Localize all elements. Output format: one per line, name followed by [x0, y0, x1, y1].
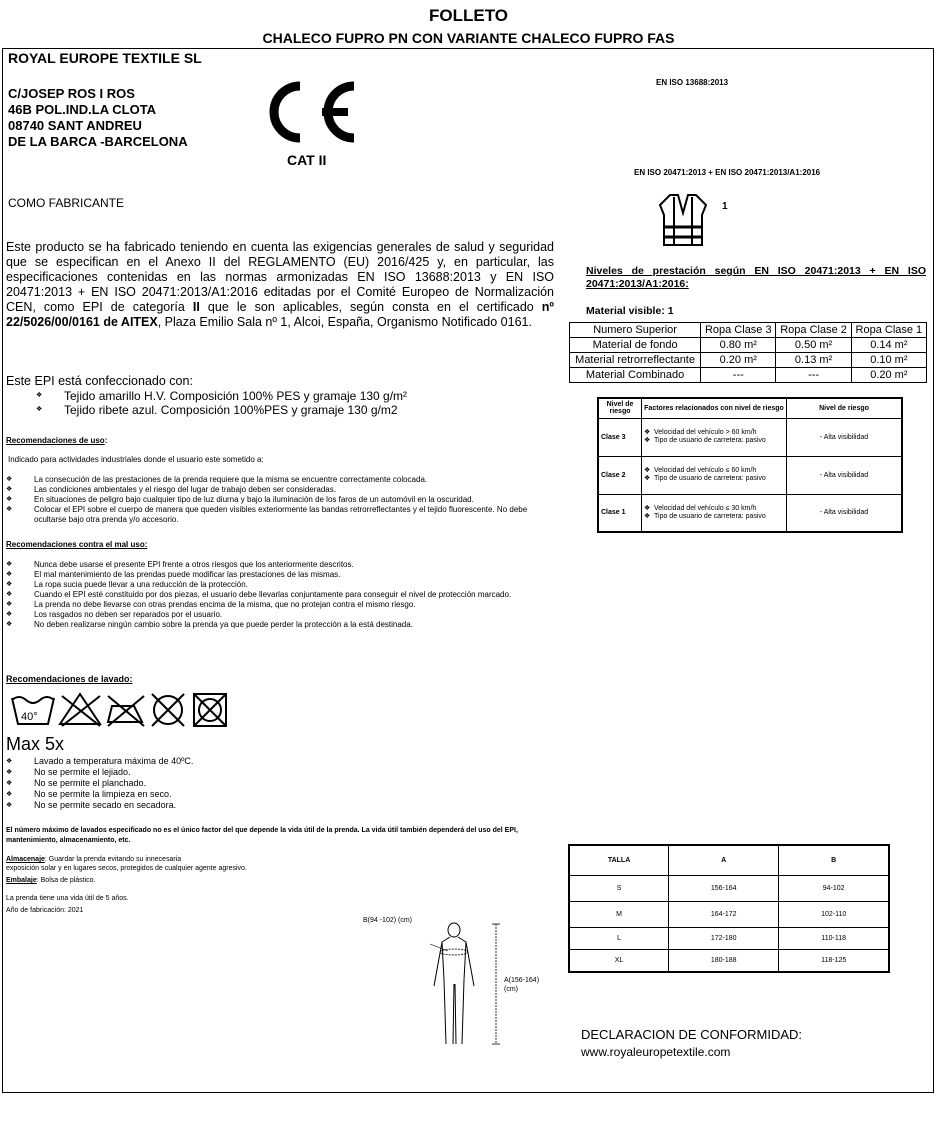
svg-text:40°: 40° — [21, 711, 38, 723]
no-tumble-dry-icon — [194, 694, 226, 726]
page-title: FOLLETO — [428, 6, 508, 25]
intro-paragraph: Este producto se ha fabricado teniendo en cuenta las exigencias generales de salud y seguridad que se especifican en el Anexo II del REGLAMENTO (EU) 2016/425 y, en particular, las especificaciones contenidas en las normas armonizadas EN ISO 13688:2013 y EN ISO 20471:2013 + EN ISO 20471:2013/A1:2016 editadas por el Comité Europeo de Normalización CEN, como EPI de categoría II que le son aplicables, según consta en el certificado nº 22/5026/00/0161 de AITEX, Plaza Emilio Sala nº 1, Alcoi, España, Organismo Notificado 0161. — [6, 240, 554, 329]
niveles-heading: Niveles de prestación según EN ISO 20471:2013 + EN ISO 20471:2013/A1:2016: — [586, 265, 926, 290]
list-item: ❖ Las condiciones ambientales y el riesgo del lugar de trabajo deben ser consideradas. — [6, 485, 556, 495]
body-measure-figure — [420, 920, 510, 1050]
vest-class-number: 1 — [722, 201, 728, 212]
no-dry-clean-icon — [152, 694, 184, 726]
list-item: ❖ No se permite el lejiado. — [6, 767, 506, 778]
list-item: ❖ No deben realizarse ningún cambio sobre la prenda ya que puede perder la protección a la está destinada. — [6, 620, 556, 630]
page-subtitle: CHALECO FUPRO PN CON VARIANTE CHALECO FUPRO FAS — [262, 30, 675, 46]
table-row: S 156-164 94-102 — [569, 875, 889, 901]
table-row: XL 180-188 118-125 — [569, 949, 889, 972]
uso-heading: Recomendaciones de uso: — [6, 436, 108, 445]
mal-uso-list — [6, 560, 556, 630]
list-item: ❖ No se permite secado en secadora. — [6, 800, 506, 811]
ce-category: CAT II — [287, 152, 327, 168]
riesgo-table: Nivel de riesgo Factores relacionados con nivel de riesgo Nivel de riesgo Clase 3 ❖ Velocidad del vehículo > 60 km/h ❖ Tipo de usuario de carretera: pasivo - Alta visibilidad Clase 2 ❖ Velocidad del vehículo ≤ 60 km/h ❖ Tipo de usuario de carretera: pasivo - Alta visibilidad Clase 1 ❖ Velocidad del vehículo ≤ 30 km/h ❖ Tipo de usuario de carretera: pasivo - Alta visibilidad — [597, 397, 903, 533]
list-item: ❖ No se permite el planchado. — [6, 778, 506, 789]
care-symbols — [8, 690, 238, 728]
list-item: ❖ Los rasgados no deben ser reparados por el usuario. — [6, 610, 556, 620]
table-row: L 172-180 110-118 — [569, 927, 889, 949]
table-row: Clase 1 ❖ Velocidad del vehículo ≤ 30 km/h ❖ Tipo de usuario de carretera: pasivo - Alta visibilidad — [598, 494, 902, 532]
table-row: Clase 2 ❖ Velocidad del vehículo ≤ 60 km/h ❖ Tipo de usuario de carretera: pasivo - Alta visibilidad — [598, 456, 902, 494]
list-item: ❖ La prenda no debe llevarse con otras prendas encima de la misma, que no protejan contra el mismo riesgo. — [6, 600, 556, 610]
hi-vis-vest-icon — [656, 191, 710, 249]
table-row: M 164-172 102-110 — [569, 901, 889, 927]
company-address: C/JOSEP ROS I ROS 46B POL.IND.LA CLOTA 08740 SANT ANDREU DE LA BARCA -BARCELONA — [8, 86, 188, 149]
list-item: ❖ Colocar el EPI sobre el cuerpo de manera que queden visibles exteriormente las bandas retrorreflectantes y el tejido fluorescente. No debe ocultarse bajo otra prenda y/o accesorio. — [6, 505, 556, 525]
vida-util-note: El número máximo de lavados especificado no es el único factor del que depende la vida útil de la prenda. La vida útil también dependerá del uso del EPI, mantenimiento, almacenamiento, etc. — [6, 827, 518, 844]
list-item: ❖ No se permite la limpieza en seco. — [6, 789, 506, 800]
declaracion-label: DECLARACION DE CONFORMIDAD: — [581, 1027, 803, 1042]
list-item: ❖ Tejido amarillo H.V. Composición 100% PES y gramaje 130 g/m² — [36, 389, 536, 403]
max-washes: Max 5x — [6, 734, 65, 754]
list-item: ❖ En situaciones de peligro bajo cualquier tipo de luz diurna y bajo la iluminación de los faros de un automóvil en la oscuridad. — [6, 495, 556, 505]
vida-util: La prenda tiene una vida útil de 5 años. — [6, 895, 129, 902]
ce-mark-icon — [258, 80, 358, 144]
no-iron-icon — [108, 696, 144, 726]
manufacturer-role: COMO FABRICANTE — [8, 196, 125, 210]
list-item: ❖ Tejido ribete azul. Composición 100%PES y gramaje 130 g/m2 — [36, 403, 536, 417]
tallas-table: TALLA A B S 156-164 94-102 M 164-172 102-110 L 172-180 110-118 XL 180-188 118-125 — [568, 844, 890, 973]
uso-intro: Indicado para actividades industriales donde el usuario este sometido a: — [8, 455, 264, 464]
table-row: Material Combinado --- --- 0.20 m² — [570, 368, 927, 383]
standard-13688: EN ISO 13688:2013 — [656, 78, 729, 87]
list-item: ❖ El mal mantenimiento de las prendas puede modificar las prestaciones de las mismas. — [6, 570, 556, 580]
mal-uso-heading: Recomendaciones contra el mal uso: — [6, 540, 148, 549]
almacenaje: Almacenaje: Guardar la prenda evitando su innecesaria exposición solar y en lugares secos, protegidos de cualquier agente agresivo. — [6, 856, 247, 872]
material-visible: Material visible: 1 — [586, 305, 674, 317]
table-row: Clase 3 ❖ Velocidad del vehículo > 60 km/h ❖ Tipo de usuario de carretera: pasivo - Alta visibilidad — [598, 418, 902, 456]
list-item: ❖ Lavado a temperatura máxima de 40ºC. — [6, 756, 506, 767]
standard-20471: EN ISO 20471:2013 + EN ISO 20471:2013/A1:2016 — [634, 168, 821, 177]
company-name: ROYAL EUROPE TEXTILE SL — [8, 50, 202, 66]
declaracion-url[interactable]: www.royaleuropetextile.com — [581, 1045, 731, 1059]
table-row: Material de fondo 0.80 m² 0.50 m² 0.14 m² — [570, 338, 927, 353]
niveles-table: Numero Superior Ropa Clase 3 Ropa Clase 2 Ropa Clase 1 Material de fondo 0.80 m² 0.50 m² 0.14 m² Material retrorreflectante 0.20 m² 0.13 m² 0.10 m² Material Combinado --- --- 0.20 m² — [569, 322, 927, 383]
epi-materials-list — [36, 389, 536, 417]
table-row: Material retrorreflectante 0.20 m² 0.13 m² 0.10 m² — [570, 353, 927, 368]
figure-b-label: B(94 -102) (cm) — [363, 917, 413, 924]
fabricacion: Año de fabricación: 2021 — [6, 907, 84, 914]
lavado-heading: Recomendaciones de lavado: — [6, 674, 133, 684]
list-item: ❖ La ropa sucia puede llevar a una reducción de la protección. — [6, 580, 556, 590]
wash-40-icon — [12, 697, 54, 724]
no-bleach-icon — [60, 694, 100, 726]
list-item: ❖ Cuando el EPI esté constituido por dos piezas, el usuario debe llevarlas conjuntamente para conseguir el nivel de protección marcado. — [6, 590, 556, 600]
uso-list — [6, 475, 556, 525]
list-item: ❖ La consecución de las prestaciones de la prenda requiere que la misma se encuentre correctamente colocada. — [6, 475, 556, 485]
embalaje: Embalaje: Bolsa de plástico. — [6, 877, 96, 884]
epi-heading: Este EPI está confeccionado con: — [6, 374, 193, 388]
figure-a-label: A(156-164) (cm) — [504, 977, 540, 993]
list-item: ❖ Nunca debe usarse el presente EPI frente a otros riesgos que los anteriormente descritos. — [6, 560, 556, 570]
lavado-list — [6, 756, 506, 811]
